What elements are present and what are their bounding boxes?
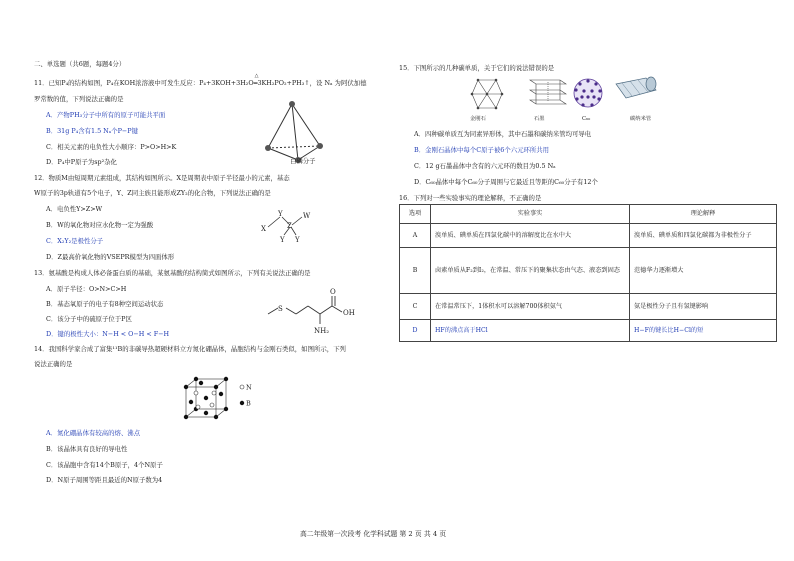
legend-n-label: N	[246, 383, 252, 392]
q13-option-b: B．基态氧原子的电子有8种空间运动状态	[46, 300, 164, 308]
table-row	[400, 320, 777, 342]
q14-option-b: B．该晶体具有良好的导电性	[46, 445, 128, 453]
q11-option-a: A．产物PH₃分子中所有的原子可能共平面	[46, 111, 166, 119]
table-cell-fact: 卤素单质从F₂到I₂，在常温、常压下的聚集状态由气态、液态到固态	[431, 248, 630, 294]
allotrope-label-nanotube: 碳纳米管	[630, 116, 652, 122]
table-row	[400, 224, 777, 248]
q15-option-b: B．金刚石晶体中每个C原子被6个六元环所共用	[414, 146, 550, 154]
table-cell-option: B	[400, 248, 431, 294]
table-header: 选项	[400, 205, 431, 224]
c60-structure	[574, 79, 602, 107]
table-cell-explanation: 溴单质、碘单质和四氯化碳都为非极性分子	[630, 224, 777, 248]
table-cell-fact: HF的沸点高于HCl	[431, 320, 630, 342]
q13-option-a: A．原子半径：O>N>C>H	[46, 285, 127, 293]
q15-option-a: A．四种碳单质互为同素异形体，其中石墨和碳纳米管均可导电	[414, 130, 592, 138]
table-cell-explanation: 氨是极性分子且有氢键影响	[630, 294, 777, 320]
q11-option-c: C．相关元素的电负性大小顺序：P>O>H>K	[46, 143, 177, 151]
q12-option-b: B．W的氧化物对应水化物一定为强酸	[46, 221, 154, 229]
q12-stem-line2: W原子的3p轨道有5个电子，Y、Z同主族且能形成ZY₂的化合物，下列说法正确的是	[34, 189, 271, 197]
graphite-structure	[530, 80, 566, 104]
table-cell-fact: 溴单质、碘单质在四氯化碳中的溶解度比在水中大	[431, 224, 630, 248]
table-header-row	[400, 205, 777, 224]
q16-stem: 16．下列对一些实验事实的理论解释，不正确的是	[399, 194, 542, 202]
atom-label: X	[261, 225, 266, 233]
atom-label: Y	[295, 236, 300, 244]
q12-stem-line1: 12．物质M由短周期元素组成，其结构如图所示。X是周期表中原子半径最小的元素，基态	[34, 174, 290, 182]
q12-option-d: D．Z最高价氧化物的VSEPR模型为四面体形	[46, 253, 175, 261]
table-cell-option: A	[400, 224, 431, 248]
allotrope-label-diamond: 金刚石	[470, 116, 486, 122]
table-cell-fact: 在常温常压下，1体积水可以溶解700体积氨气	[431, 294, 630, 320]
amino-acid-structure	[256, 284, 366, 342]
q15-stem: 15．下图所示的几种碳单质，关于它们的说法错误的是	[399, 64, 555, 72]
section-title: 二、单选题（共6题，每题4分）	[34, 60, 126, 68]
sulfur-label: S	[278, 305, 283, 313]
hydroxyl-label: OH	[343, 309, 355, 317]
atom-label: Z	[287, 222, 292, 230]
q12-option-c: C．X₂Y₂是极性分子	[46, 237, 104, 245]
q11-option-b: B．31g P₄含有1.5 Nₐ个P−P键	[46, 127, 138, 135]
q11-stem-line1: 11．已知P₄的结构如图，P₄在KOH浓溶液中可发生反应：P₄+3KOH+3H₂O △ ═3KH₂PO₂+PH₃↑，设 Nₐ 为阿伏加德	[34, 73, 367, 87]
q11-stem-line2: 罗常数的值，下列说法正确的是	[34, 95, 124, 103]
q13-option-c: C．该分子中的硫原子位于P区	[46, 315, 132, 323]
allotrope-label-c60: C₆₀	[582, 116, 591, 122]
white-phosphorus-label: 白磷分子	[290, 157, 316, 165]
q15-option-d: D．C₆₀晶体中每个C₆₀分子周围与它最近且等距的C₆₀分子有12个	[414, 178, 598, 186]
table-cell-option: C	[400, 294, 431, 320]
table-cell-explanation: H−F的键长比H−Cl的短	[630, 320, 777, 342]
q14-option-d: D．N原子周围等距且最近的N原子数为4	[46, 476, 163, 484]
structure-m-diagram	[258, 205, 320, 245]
allotrope-label-graphite: 石墨	[534, 116, 545, 122]
q13-stem: 13．氨基酸是构成人体必备蛋白质的基础，某氨基酸的结构简式如图所示，下列有关说法正确的是	[34, 269, 311, 277]
q15-option-c: C．12 g石墨晶体中含有的六元环的数目为0.5 Nₐ	[414, 162, 556, 170]
table-header: 理论解释	[630, 205, 777, 224]
table-cell-explanation: 范德华力逐渐增大	[630, 248, 777, 294]
q14-option-a: A．氮化硼晶体有较高的熔、沸点	[46, 429, 141, 437]
page-footer: 高二年级第一次段考 化学科试题 第 2 页 共 4 页	[300, 530, 447, 538]
amino-label: NH₂	[314, 327, 330, 335]
experiment-table	[399, 204, 777, 342]
atom-label: Y	[278, 210, 283, 218]
legend-b-label: B	[246, 399, 251, 408]
atom-label: Y	[280, 236, 285, 244]
atom-label: W	[303, 212, 311, 220]
bn-unit-cell-diagram	[180, 375, 260, 423]
q14-stem-line2: 说法正确的是	[34, 360, 73, 368]
table-cell-option: D	[400, 320, 431, 342]
carbonyl-oxygen-label: O	[330, 288, 336, 296]
q12-option-a: A．电负性Y>Z>W	[46, 205, 103, 213]
table-row	[400, 248, 777, 294]
carbon-allotropes-figure	[470, 76, 670, 114]
q11-option-d: D．P₄中P原子为sp²杂化	[46, 158, 117, 166]
nanotube-structure	[616, 77, 656, 98]
q14-option-c: C．该晶胞中含有14个B原子，4个N原子	[46, 461, 163, 469]
table-header: 实验事实	[431, 205, 630, 224]
q14-stem-line1: 14．我国科学家合成了富集¹¹B的非碳导热超硬材料立方氮化硼晶体，晶胞结构与金刚石类似，如图所示，下列	[34, 345, 346, 353]
q13-option-d: D．键的极性大小：N−H < O−H < F−H	[46, 330, 170, 338]
table-row	[400, 294, 777, 320]
